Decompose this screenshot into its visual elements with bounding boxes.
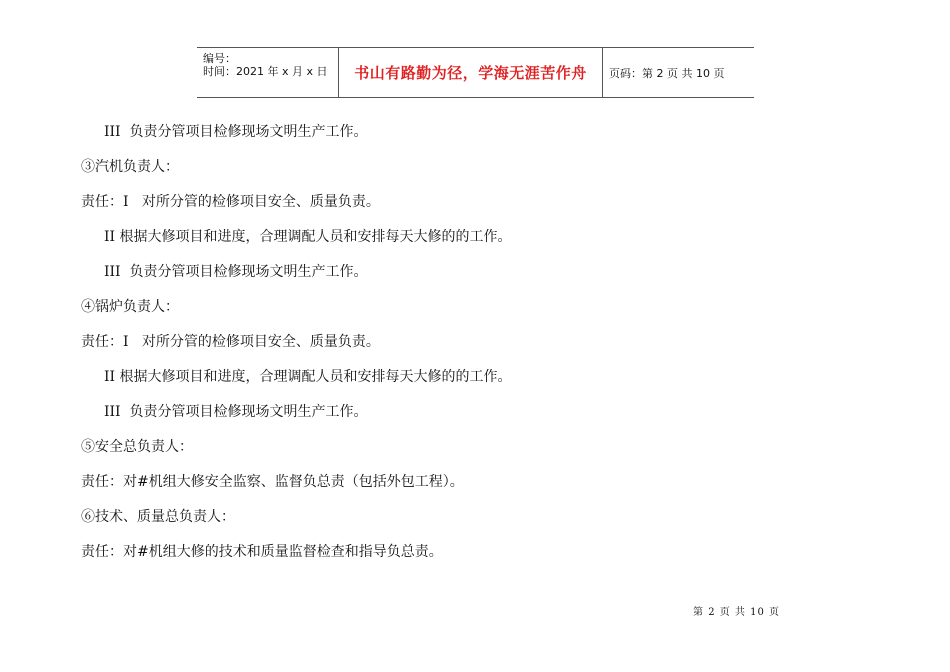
body-line: II 根据大修项目和进度，合理调配人员和安排每天大修的的工作。 [104, 229, 512, 245]
section-heading-boiler: ④锅炉负责人： [81, 299, 179, 315]
body-line: III 负责分管项目检修现场文明生产工作。 [104, 124, 368, 140]
body-line: 责任：I 对所分管的检修项目安全、质量负责。 [81, 194, 380, 210]
header-motto: 书山有路勤为径，学海无涯苦作舟 [354, 64, 587, 82]
header-page-info-cell [603, 48, 754, 97]
body-line: 责任：I 对所分管的检修项目安全、质量负责。 [81, 334, 380, 350]
header-doc-info [197, 48, 339, 97]
doc-date-label: 时间：2021 年 x 月 x 日 [203, 65, 328, 78]
section-heading-safety: ⑤安全总负责人： [81, 439, 193, 455]
section-heading-tech-quality: ⑥技术、质量总负责人： [81, 509, 235, 525]
doc-number-label: 编号： [203, 52, 236, 65]
body-line: III 负责分管项目检修现场文明生产工作。 [104, 264, 368, 280]
body-line: II 根据大修项目和进度，合理调配人员和安排每天大修的的工作。 [104, 369, 512, 385]
header-page-info: 页码：第 2 页 共 10 页 [609, 66, 725, 80]
header-motto-cell [339, 48, 603, 97]
page-header [197, 47, 754, 98]
page-footer: 第 2 页 共 10 页 [693, 607, 780, 618]
section-heading-turbine: ③汽机负责人： [81, 159, 179, 175]
body-line: 责任：对#机组大修的技术和质量监督检查和指导负总责。 [81, 544, 443, 560]
body-line: III 负责分管项目检修现场文明生产工作。 [104, 404, 368, 420]
body-line: 责任：对#机组大修安全监察、监督负总责（包括外包工程）。 [81, 474, 464, 490]
